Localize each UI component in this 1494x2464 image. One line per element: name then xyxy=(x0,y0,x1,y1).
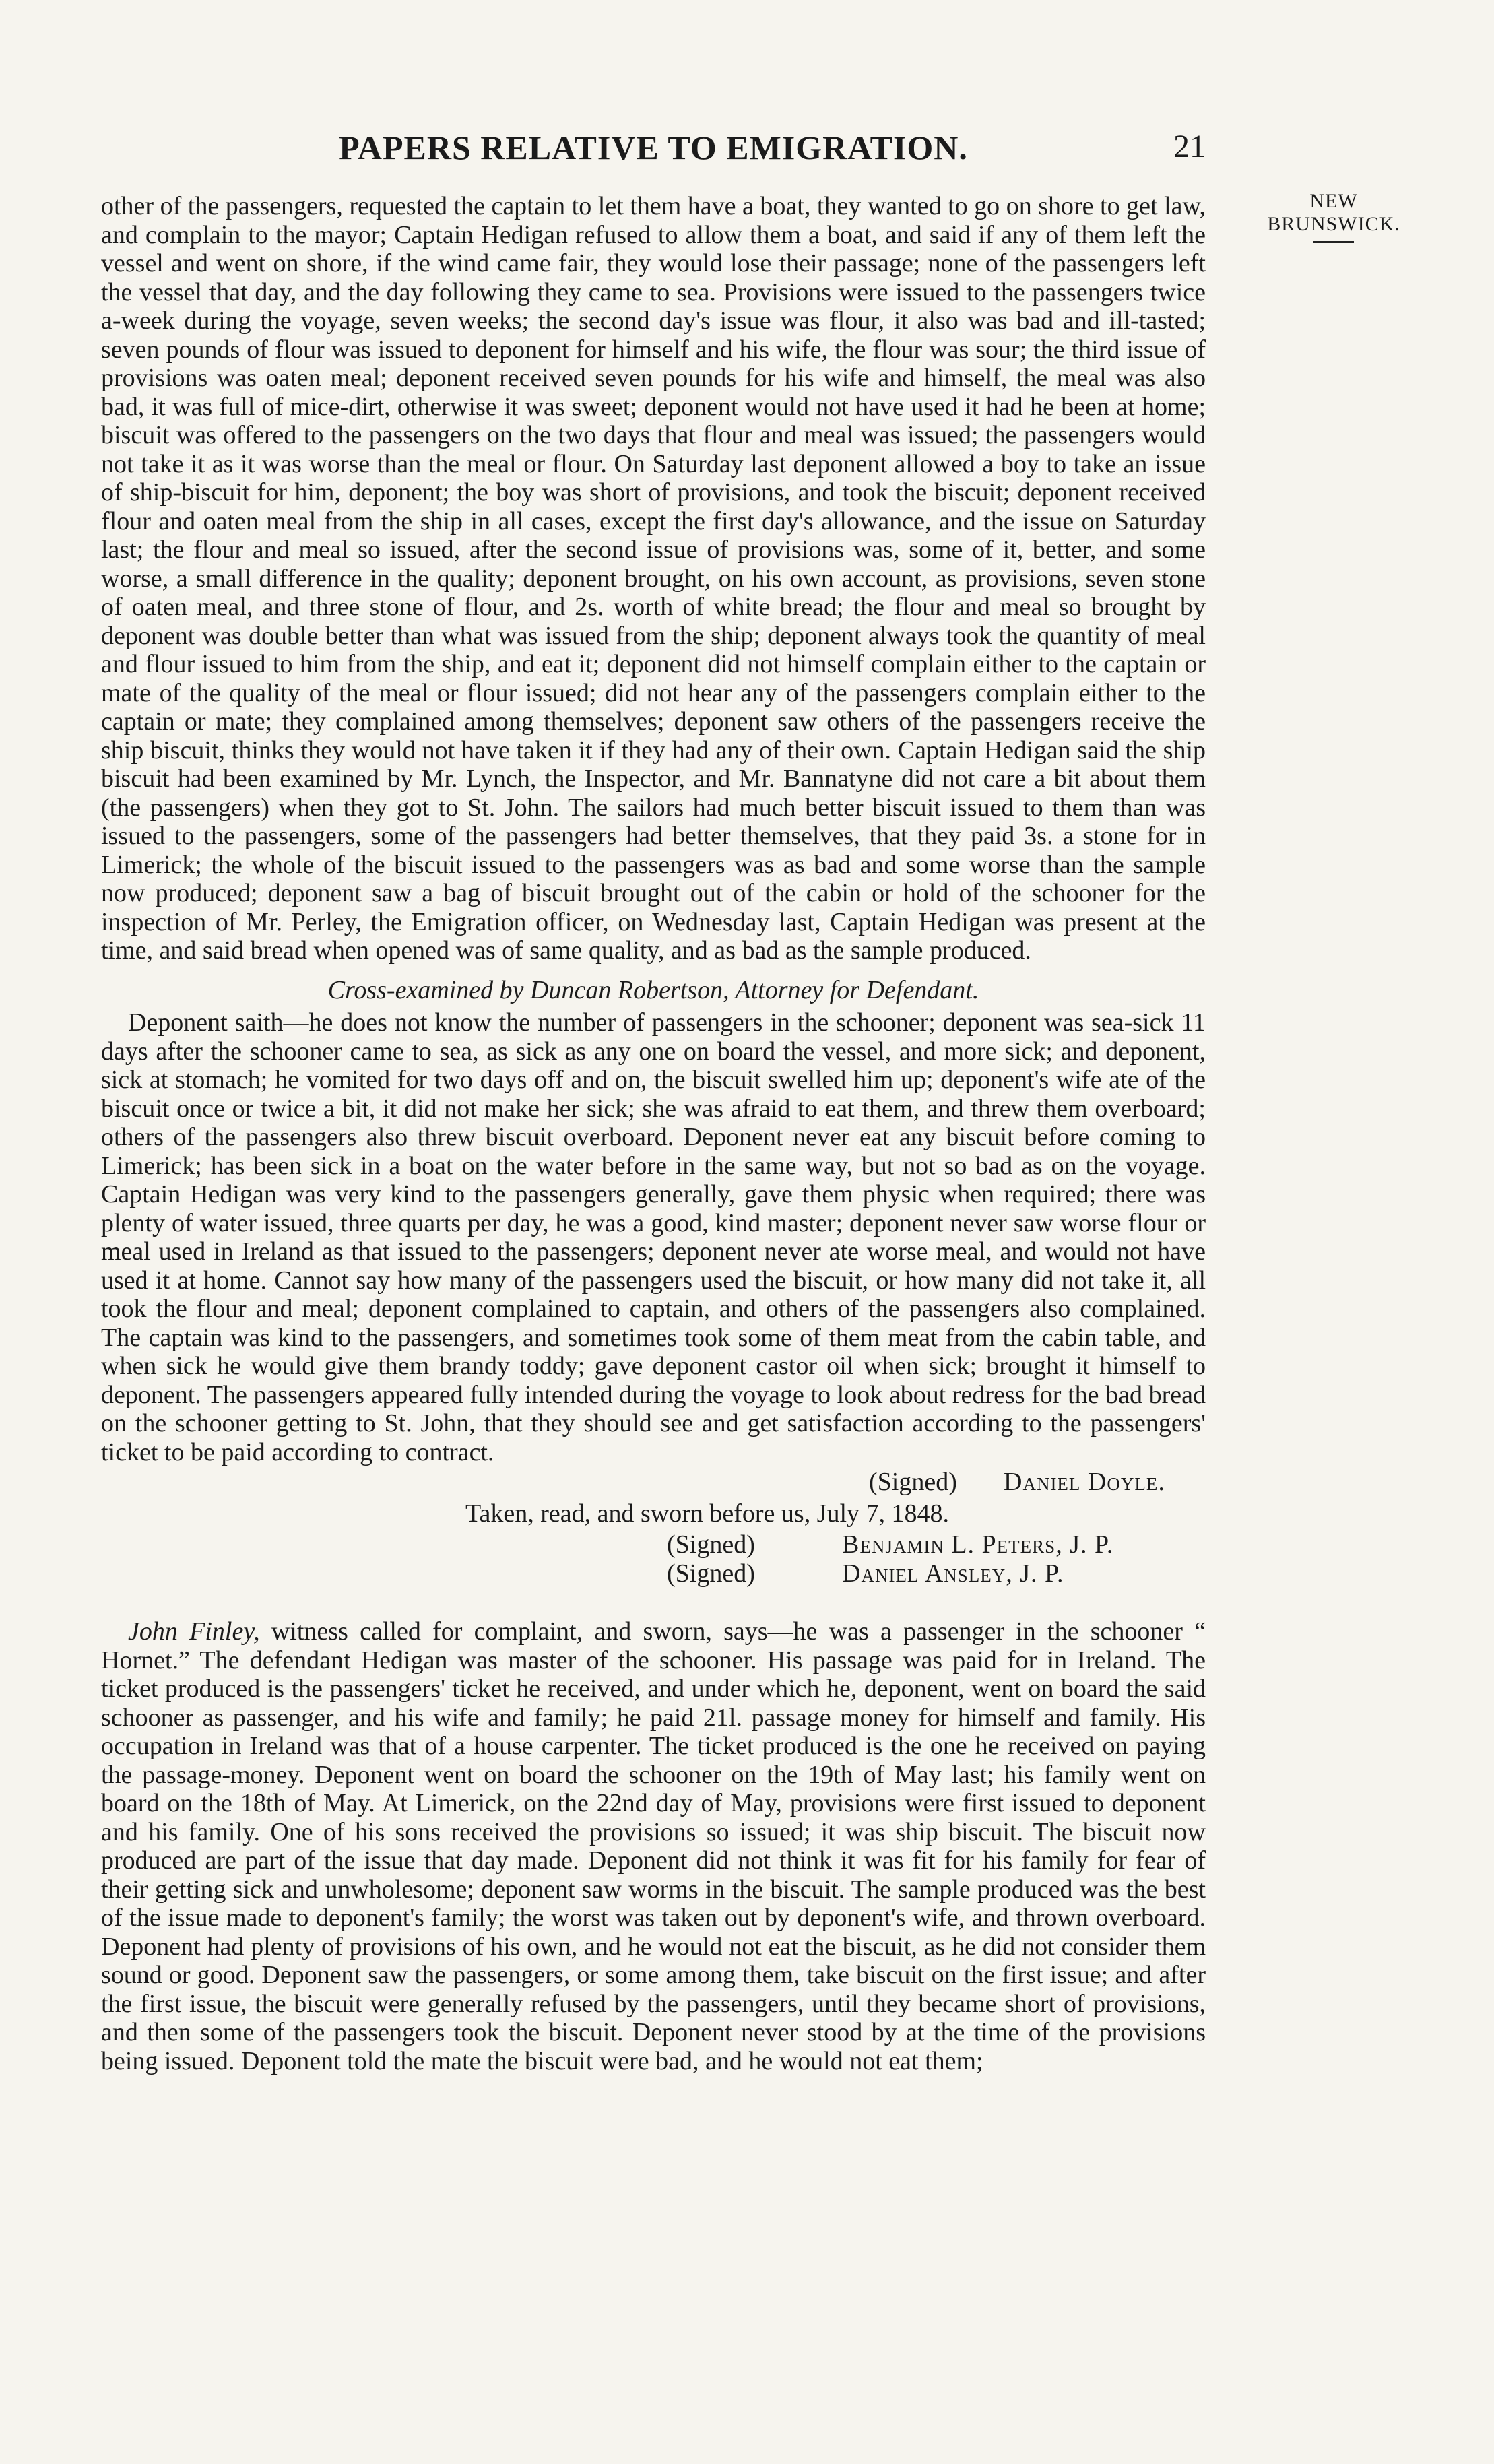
justice-name: Benjamin L. Peters, J. P. xyxy=(842,1530,1114,1559)
signature-name: Daniel Doyle. xyxy=(1004,1468,1165,1496)
page-number: 21 xyxy=(1173,129,1206,164)
justice-name: Daniel Ansley, J. P. xyxy=(842,1559,1064,1588)
paragraph-deposition-continued: other of the passengers, requested the captain to let them have a boat, they wanted to go on shore to get law, and complain to the mayor; Captain Hedigan refused to allow them a boat, and said if any of them left the vessel and went on shore, if the wind came fair, they would lose their passage; none of the passengers left the vessel that day, and the day following they came to sea. Provisions were issued to the passengers twice a-week during the voyage, seven weeks; the second day's issue was flour, it also was bad and ill-tasted; seven pounds of flour was issued to deponent for himself and his wife, the flour was sour; the third issue of provisions was oaten meal; deponent received seven pounds for his wife and himself, the meal was also bad, it was full of mice-dirt, otherwise it was sweet; deponent would not have used it had he been at home; biscuit was offered to the passengers on the two days that flour and meal was issued; the passengers would not take it as it was worse than the meal or flour. On Saturday last deponent allowed a boy to take an issue of ship-biscuit for him, deponent; the boy was short of provisions, and took the biscuit; deponent received flour and oaten meal from the ship in all cases, except the first day's allowance, and the issue on Saturday last; the flour and meal so issued, after the second issue of provisions was, some of it, better, and some worse, a small difference in the quality; deponent brought, on his own account, as provisions, seven stone of oaten meal, and three stone of flour, and 2s. worth of white bread; the flour and meal so brought by deponent was double better than what was issued from the ship; deponent always took the quantity of meal and flour issued to him from the ship, and eat it; deponent did not himself complain either to the captain or mate of the quality of the meal or flour issued; did not hear any of the passengers complain either to the captain or mate; they complained among themselves; deponent saw others of the passengers receive the ship biscuit, thinks they would not have taken it if they had any of their own. Captain Hedigan said the ship biscuit had been examined by Mr. Lynch, the Inspector, and Mr. Bannatyne did not care a bit about them (the passengers) when they got to St. John. The sailors had much better biscuit issued to them than was issued to the passengers, some of the passengers had better themselves, that they paid 3s. a stone for in Limerick; the whole of the biscuit issued to the passengers was as bad and some worse than the sample now produced; deponent saw a bag of biscuit brought out of the cabin or hold of the schooner for the inspection of Mr. Perley, the Emigration officer, on Wednesday last, Captain Hedigan was present at the time, and said bread when opened was of same quality, and as bad as the sample produced. xyxy=(101,192,1206,965)
document-body xyxy=(101,192,1206,2075)
justice-signature-1 xyxy=(667,1530,1206,1559)
signature-line xyxy=(101,1468,1206,1497)
margin-note-line2: BRUNSWICK. xyxy=(1267,213,1400,235)
margin-note-rule xyxy=(1313,241,1354,243)
section-heading-cross-examination: Cross-examined by Duncan Robertson, Attorney for Defendant. xyxy=(327,975,979,1004)
justice-signature-label: (Signed) xyxy=(667,1559,755,1588)
justice-signature-2 xyxy=(667,1559,1206,1588)
page-header xyxy=(101,128,1206,175)
margin-note xyxy=(1266,190,1401,243)
witness-testimony-text: witness called for complaint, and sworn, says—he was a passenger in the schooner “ Hornet.” The defendant Hedigan was master of the schooner. His passage was paid for in Ireland. The ticket produced is the passengers' ticket he received, and under which he, deponent, went on board the said schooner as passenger, and his wife and family; he paid 21l. passage money for himself and family. His occupation in Ireland was that of a house carpenter. The ticket produced is the one he received on paying the passage-money. Deponent went on board the schooner on the 19th of May last; his family went on board on the 18th of May. At Limerick, on the 22nd day of May, provisions were first issued to deponent and his family. One of his sons received the provisions so issued; it was ship biscuit. The biscuit now produced are part of the issue that day made. Deponent did not think it was fit for his family for fear of their getting sick and unwholesome; deponent saw worms in the biscuit. The sample produced was the best of the issue made to deponent's family; the worst was taken out by deponent's wife, and thrown overboard. Deponent had plenty of provisions of his own, and he would not eat the biscuit, as he did not consider them sound or good. Deponent saw the passengers, or some among them, take biscuit on the first issue; and after the first issue, the biscuit were generally refused by the passengers, until they became short of provisions, and then some of the passengers took the biscuit. Deponent never stood by at the time of the provisions being issued. Deponent told the mate the biscuit were bad, and he would not eat them; xyxy=(101,1617,1206,2075)
justice-signature-label: (Signed) xyxy=(667,1530,755,1559)
running-title: PAPERS RELATIVE TO EMIGRATION. xyxy=(339,129,968,166)
sworn-statement: Taken, read, and sworn before us, July 7, 1848. xyxy=(465,1499,950,1528)
witness-name: John Finley, xyxy=(128,1617,260,1646)
signature-label: (Signed) xyxy=(869,1468,957,1496)
paragraph-witness-testimony xyxy=(101,1617,1206,2075)
margin-note-line1: NEW xyxy=(1309,190,1358,212)
paragraph-cross-examination: Deponent saith—he does not know the number of passengers in the schooner; deponent was sea-sick 11 days after the schooner came to sea, as sick as any one on board the vessel, and more sick; and deponent, sick at stomach; he vomited for two days off and on, the biscuit swelled him up; deponent's wife ate of the biscuit once or twice a bit, it did not make her sick; she was afraid to eat them, and threw them overboard; others of the passengers also threw biscuit overboard. Deponent never eat any biscuit before coming to Limerick; has been sick in a boat on the water before in the same way, but not so bad as on the voyage. Captain Hedigan was very kind to the passengers generally, gave them physic when required; there was plenty of water issued, three quarts per day, he was a good, kind master; deponent never saw worse flour or meal used in Ireland as that issued to the passengers; deponent never ate worse meal, and would not have used it at home. Cannot say how many of the passengers used the biscuit, or how many did not take it, all took the flour and meal; deponent complained to captain, and others of the passengers also complained. The captain was kind to the passengers, and sometimes took some of them meat from the cabin table, and when sick he would give them brandy toddy; gave deponent castor oil when sick; brought it himself to deponent. The passengers appeared fully intended during the voyage to look about redress for the bad bread on the schooner getting to St. John, that they should see and get satisfaction according to the passengers' ticket to be paid according to contract. xyxy=(101,1008,1206,1466)
